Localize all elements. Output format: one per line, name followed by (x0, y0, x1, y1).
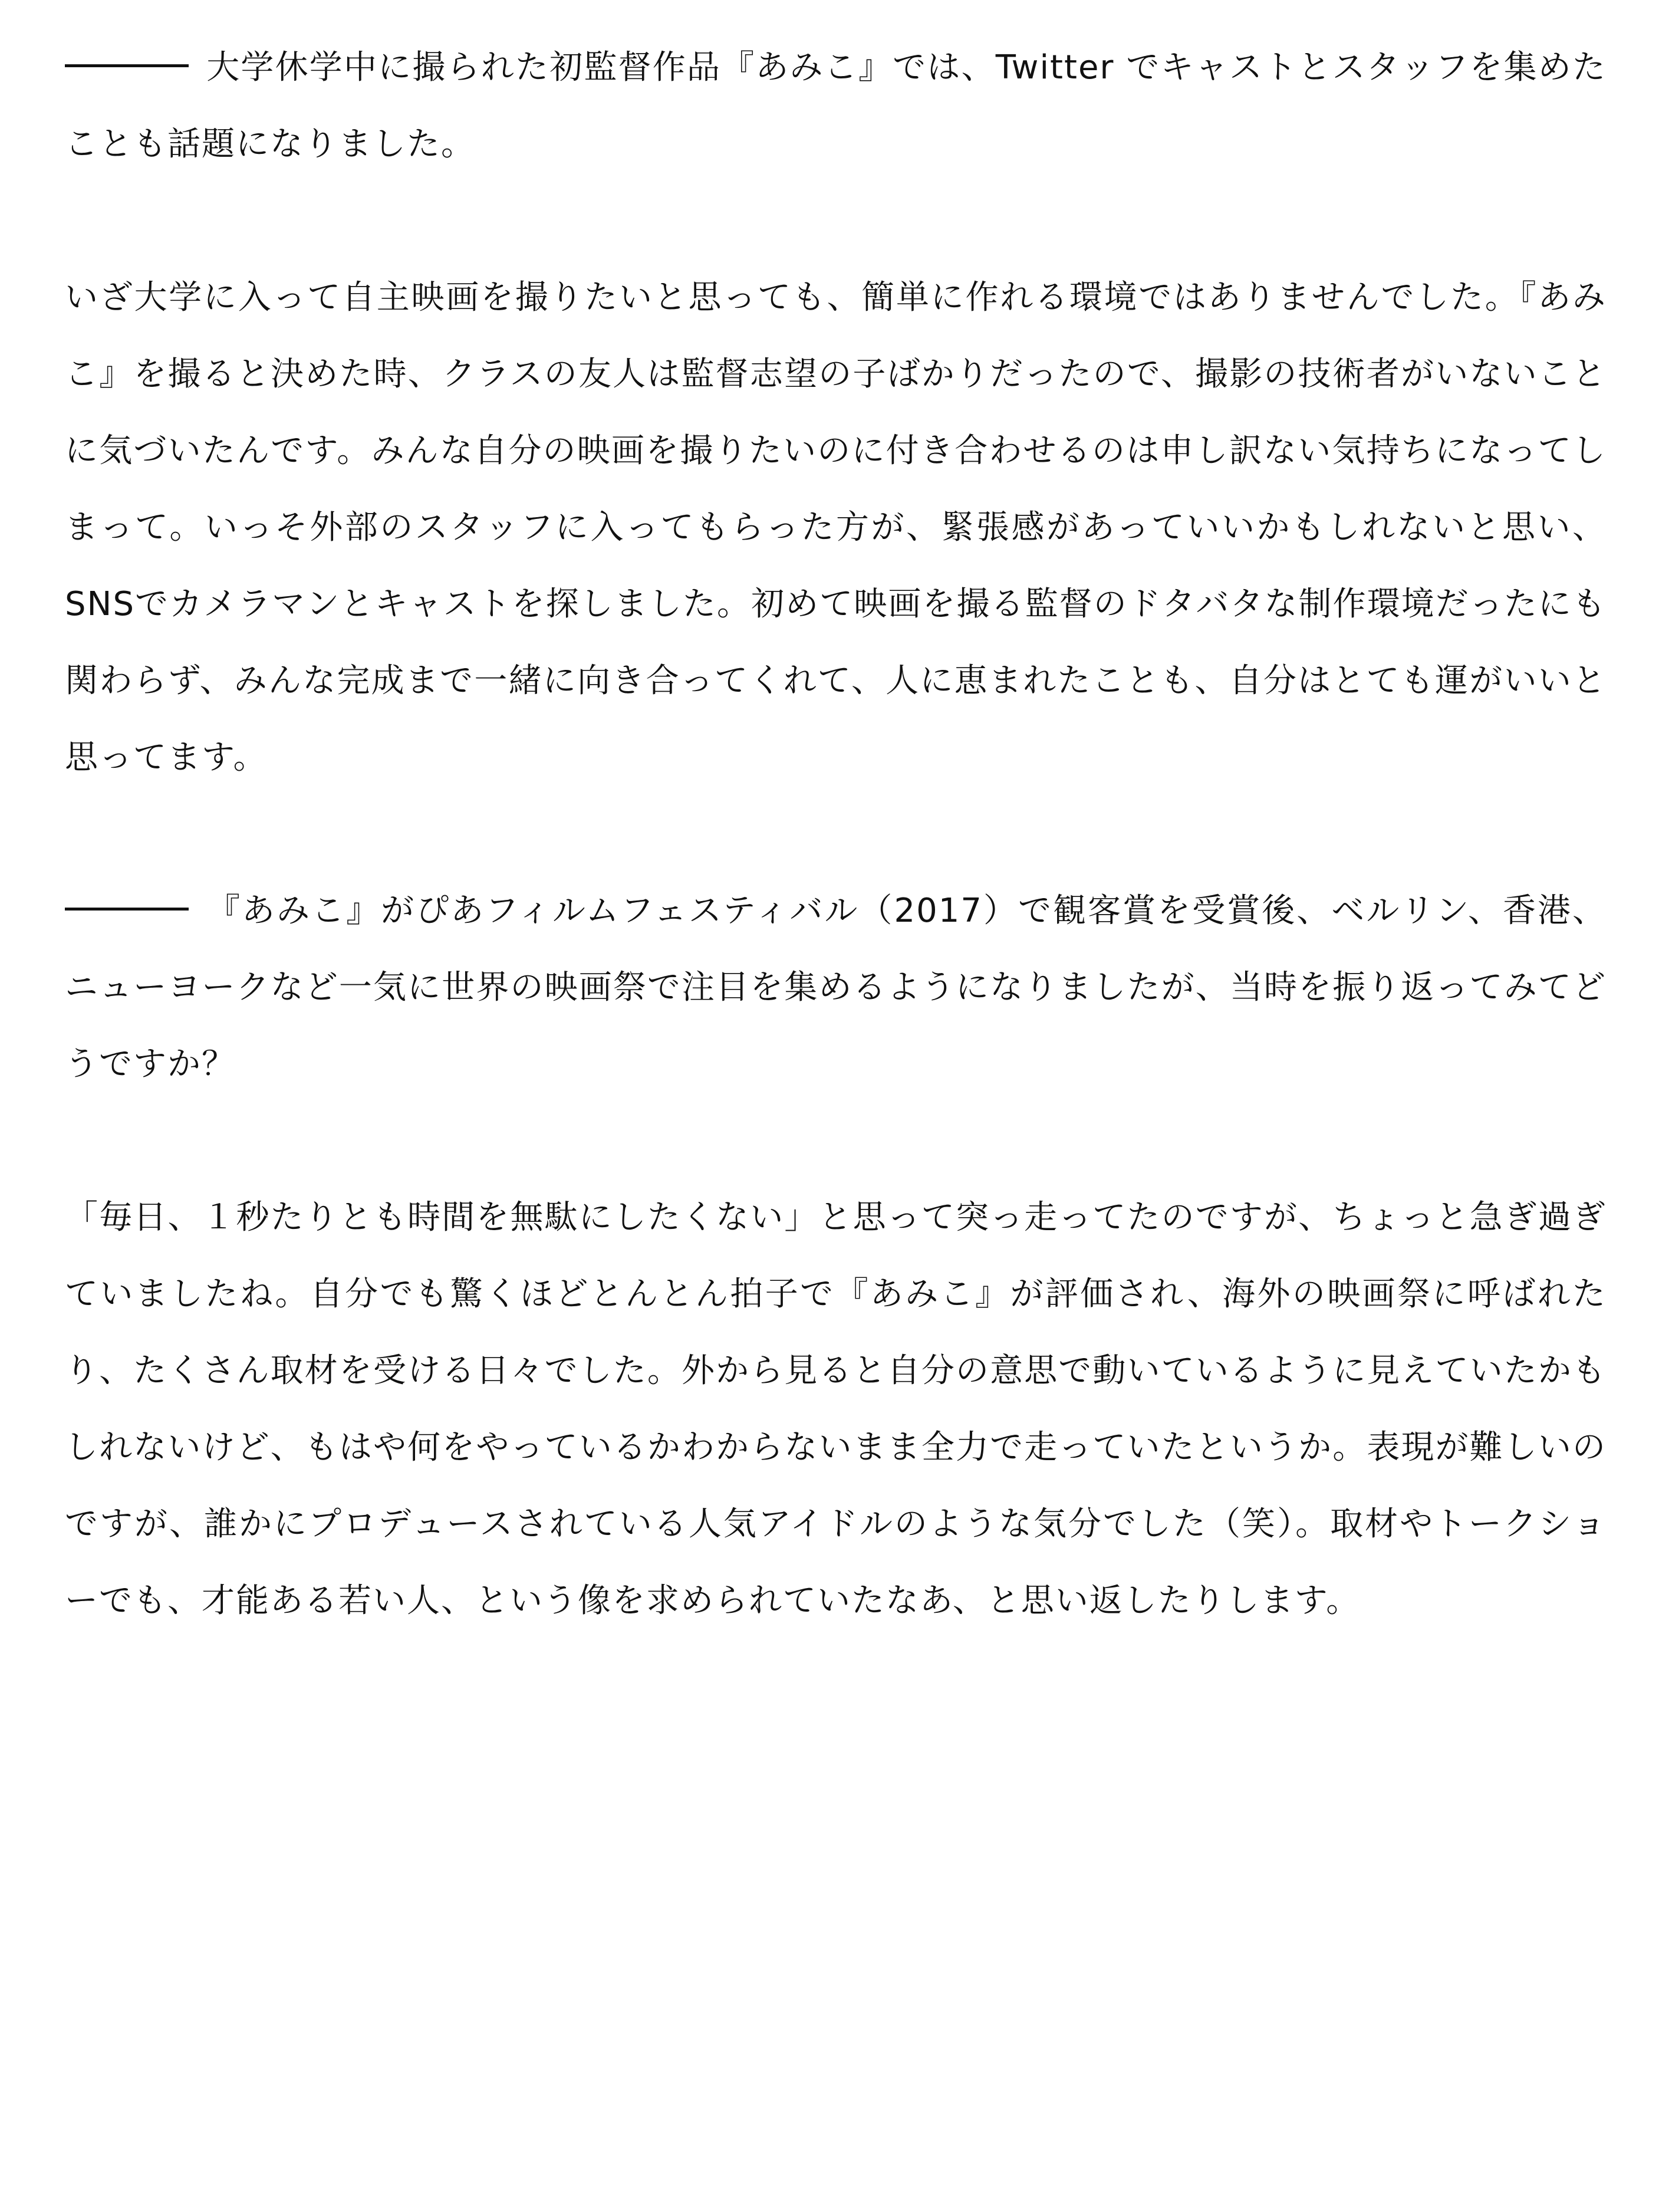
question-dash (65, 64, 189, 67)
question-1 (65, 29, 1607, 183)
paragraph-gap (65, 183, 1607, 259)
paragraph-gap (65, 1103, 1607, 1179)
question-dash (65, 908, 189, 911)
question-2 (65, 873, 1607, 1103)
answer-2: 「毎日、１秒たりとも時間を無駄にしたくない」と思って突っ走ってたのですが、ちょっと急ぎ過ぎていましたね。自分でも驚くほどとんとん拍子で『あみこ』が評価され、海外の映画祭に呼ばれたり、たくさん取材を受ける日々でした。外から見ると自分の意思で動いているように見えていたかもしれないけど、もはや何をやっているかわからないまま全力で走っていたというか。表現が難しいのですが、誰かにプロデュースされている人気アイドルのような気分でした（笑）。取材やトークショーでも、才能ある若い人、という像を求められていたなあ、と思い返したりします。 (65, 1198, 1607, 1620)
question-1-text: 大学休学中に撮られた初監督作品『あみこ』では、Twitter でキャストとスタッフを集めたことも話題になりました。 (65, 48, 1607, 163)
paragraph-gap (65, 796, 1607, 873)
answer-1: いざ大学に入って自主映画を撮りたいと思っても、簡単に作れる環境ではありませんでした。『あみこ』を撮ると決めた時、クラスの友人は監督志望の子ばかりだったので、撮影の技術者がいないことに気づいたんです。みんな自分の映画を撮りたいのに付き合わせるのは申し訳ない気持ちになってしまって。いっそ外部のスタッフに入ってもらった方が、緊張感があっていいかもしれないと思い、SNSでカメラマンとキャストを探しました。初めて映画を撮る監督のドタバタな制作環境だったにも関わらず、みんな完成まで一緒に向き合ってくれて、人に恵まれたことも、自分はとても運がいいと思ってます。 (65, 278, 1607, 777)
question-2-text: 『あみこ』がぴあフィルムフェスティバル（2017）で観客賞を受賞後、ベルリン、香港、ニューヨークなど一気に世界の映画祭で注目を集めるようになりましたが、当時を振り返ってみてどうですか？ (65, 892, 1607, 1083)
interview-article (65, 29, 1607, 1639)
